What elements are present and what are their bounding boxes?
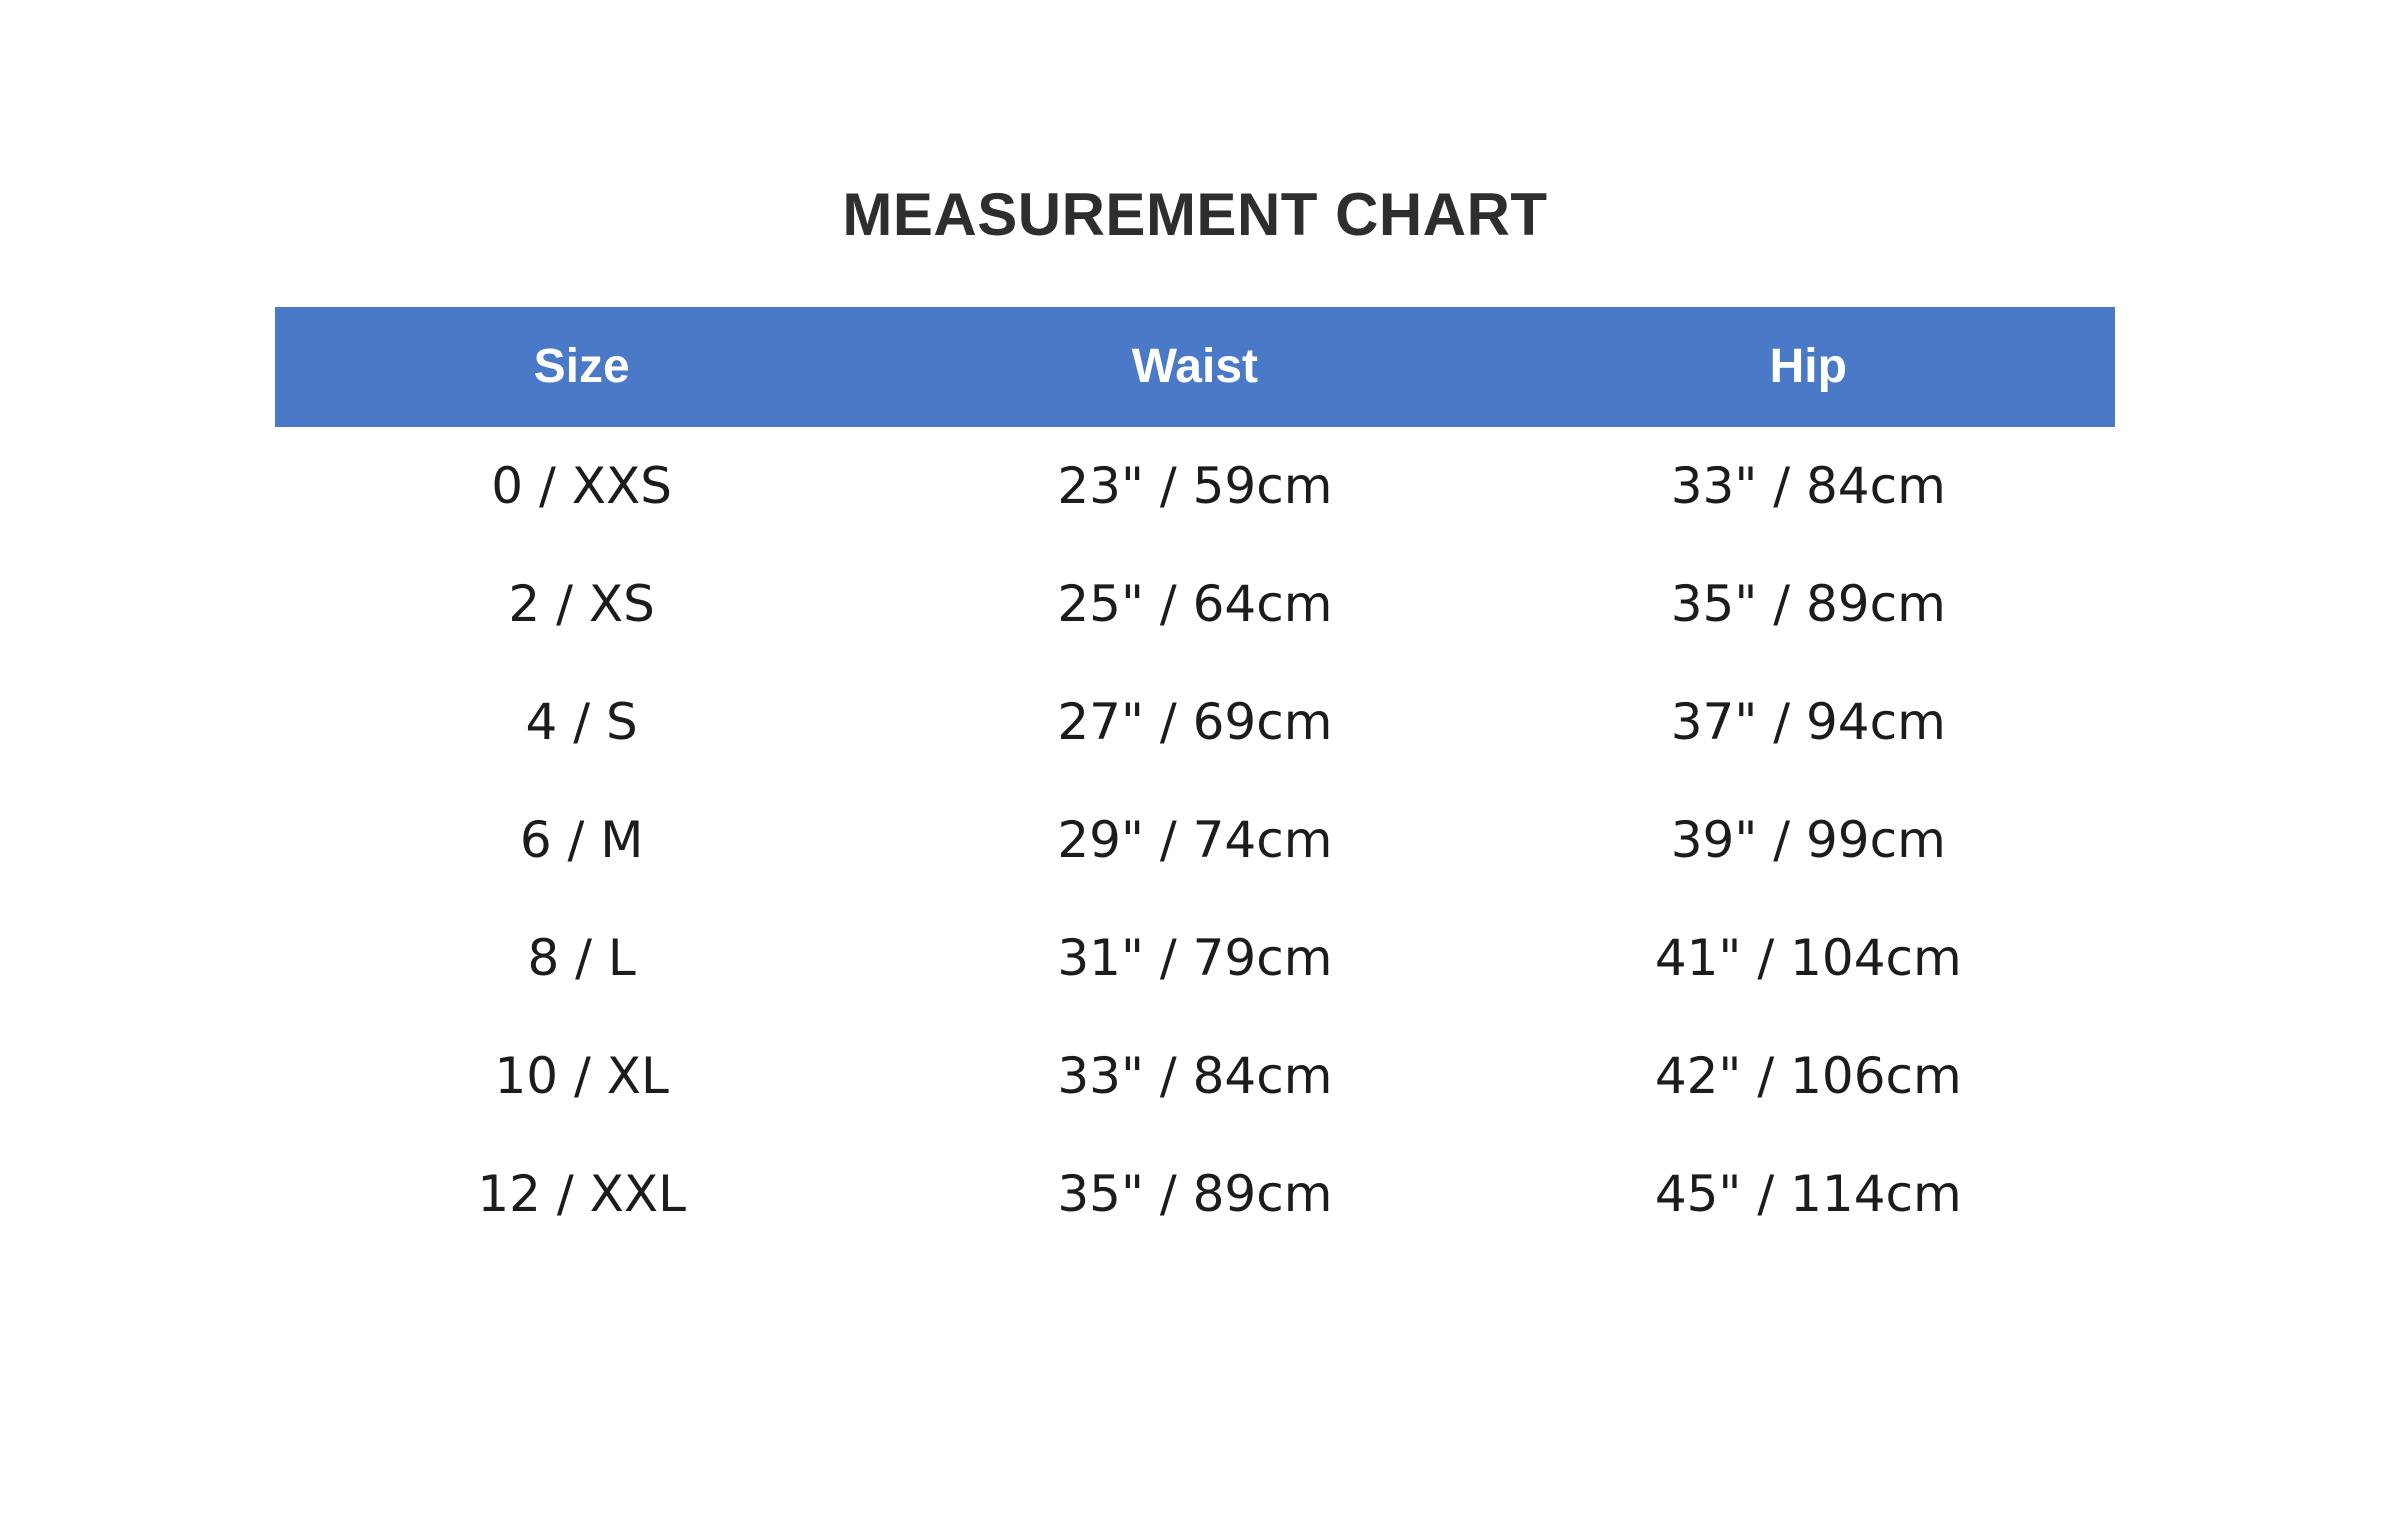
cell-size: 2 / XS [275, 545, 888, 663]
column-header-waist: Waist [888, 307, 1501, 427]
cell-waist: 31" / 79cm [888, 899, 1501, 1017]
cell-hip: 39" / 99cm [1502, 781, 2115, 899]
cell-hip: 33" / 84cm [1502, 427, 2115, 545]
column-header-hip: Hip [1502, 307, 2115, 427]
cell-hip: 37" / 94cm [1502, 663, 2115, 781]
cell-waist: 35" / 89cm [888, 1135, 1501, 1253]
measurement-table [275, 307, 2115, 1253]
table-row [275, 427, 2115, 545]
cell-size: 4 / S [275, 663, 888, 781]
cell-size: 10 / XL [275, 1017, 888, 1135]
page-title: MEASUREMENT CHART [842, 181, 1548, 248]
table-row [275, 1017, 2115, 1135]
table-row [275, 663, 2115, 781]
cell-waist: 25" / 64cm [888, 545, 1501, 663]
cell-waist: 29" / 74cm [888, 781, 1501, 899]
cell-size: 0 / XXS [275, 427, 888, 545]
chart-container [275, 180, 2115, 1253]
table-header [275, 307, 2115, 427]
cell-size: 6 / M [275, 781, 888, 899]
table-row [275, 781, 2115, 899]
table-row [275, 1135, 2115, 1253]
cell-waist: 23" / 59cm [888, 427, 1501, 545]
table-row [275, 545, 2115, 663]
cell-hip: 41" / 104cm [1502, 899, 2115, 1017]
column-header-size: Size [275, 307, 888, 427]
cell-size: 8 / L [275, 899, 888, 1017]
table-row [275, 899, 2115, 1017]
cell-hip: 45" / 114cm [1502, 1135, 2115, 1253]
cell-hip: 35" / 89cm [1502, 545, 2115, 663]
cell-size: 12 / XXL [275, 1135, 888, 1253]
table-header-row [275, 307, 2115, 427]
cell-hip: 42" / 106cm [1502, 1017, 2115, 1135]
table-body [275, 427, 2115, 1253]
cell-waist: 33" / 84cm [888, 1017, 1501, 1135]
cell-waist: 27" / 69cm [888, 663, 1501, 781]
